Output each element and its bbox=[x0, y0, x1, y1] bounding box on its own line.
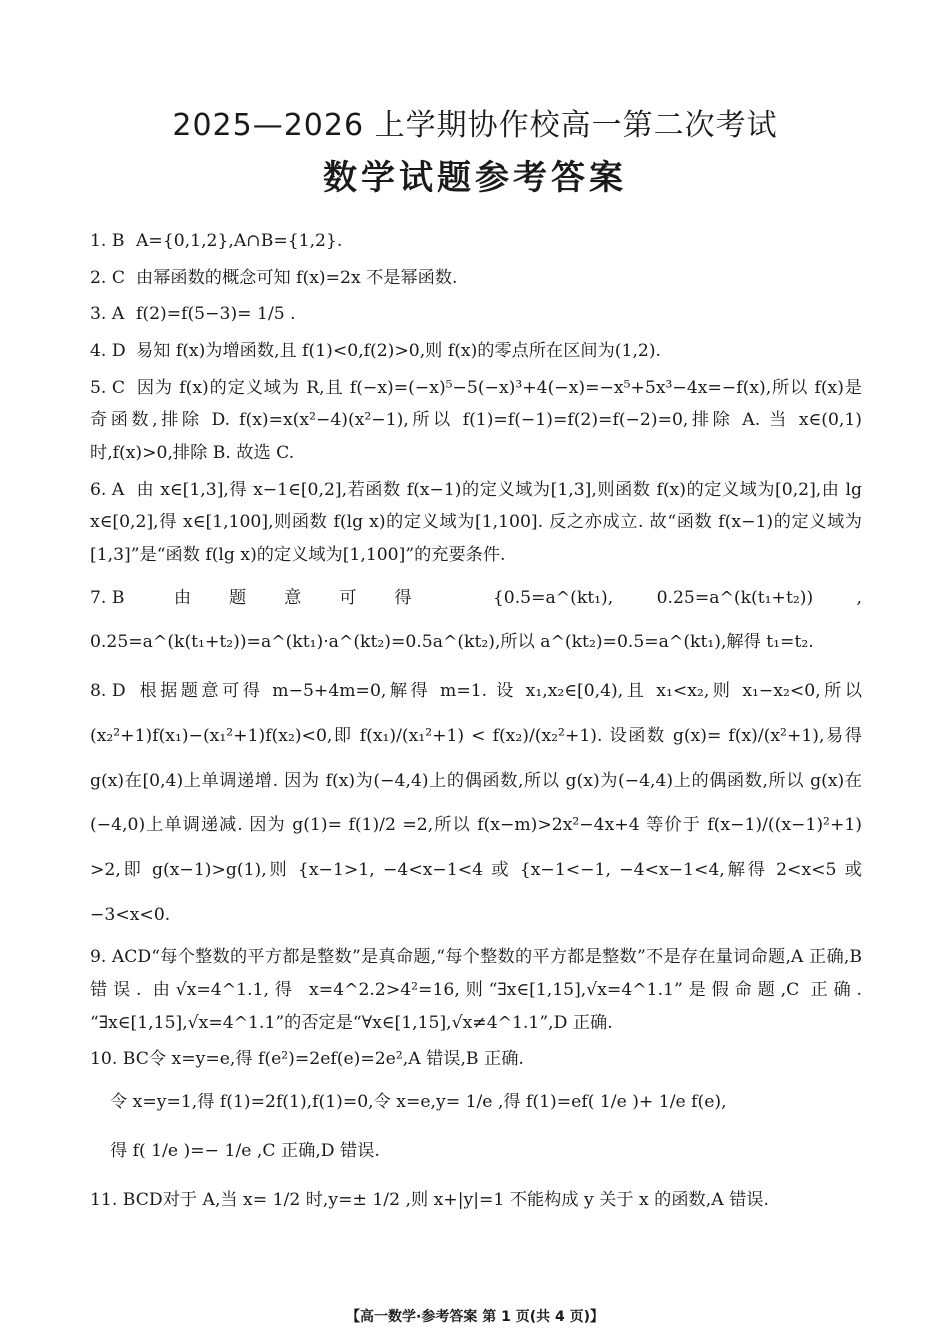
answer-text: f(2)=f(5−3)= 1/5 . bbox=[136, 304, 296, 325]
answer-number: 10. BC bbox=[90, 1049, 149, 1070]
answer-number: 6. A bbox=[90, 479, 125, 500]
answer-text: A={0,1,2},A∩B={1,2}. bbox=[136, 231, 343, 251]
answer-number: 1. B bbox=[90, 231, 125, 251]
exam-title: 2025—2026 上学期协作校高一第二次考试 bbox=[172, 108, 778, 143]
answer-text: 由题意可得 {0.5=a^(kt₁), 0.25=a^(k(t₁+t₂)) , 0.25=a^(k(t₁+t₂))=a^(kt₁)·a^(kt₂)=0.5a^(kt₂),所以 a^(kt₂)=0.5=a^(kt₁),解得 t₁=t₂. bbox=[90, 587, 862, 653]
answer-number: 7. B bbox=[90, 587, 125, 608]
answer-item bbox=[90, 335, 862, 368]
answer-item bbox=[90, 225, 862, 258]
answer-item bbox=[90, 941, 862, 1039]
answer-number: 2. C bbox=[90, 267, 126, 288]
answer-item bbox=[90, 669, 862, 937]
answer-item bbox=[90, 298, 862, 331]
answer-number: 9. ACD bbox=[90, 947, 152, 968]
answer-item bbox=[90, 1080, 862, 1125]
answer-number: 11. BCD bbox=[90, 1189, 163, 1210]
answer-item bbox=[90, 1043, 862, 1076]
answer-text: 易知 f(x)为增函数,且 f(1)<0,f(2)>0,则 f(x)的零点所在区间为(1,2). bbox=[136, 341, 662, 362]
answer-text: 由幂函数的概念可知 f(x)=2x 不是幂函数. bbox=[136, 267, 458, 288]
answer-item bbox=[90, 1178, 862, 1223]
answer-text: “每个整数的平方都是整数”是真命题,“每个整数的平方都是整数”不是存在量词命题,A 正确,B 错误. 由√x=4^1.1,得 x=4^2.2>4²=16,则“∃x∈[1,15],√x=4^1.1”是假命题,C 正确. “∃x∈[1,15],√x=4^1.1”的否定是“∀x∈[1,15],√x≠4^1.1”,D 正确. bbox=[90, 947, 862, 1033]
answer-text: 根据题意可得 m−5+4m=0,解得 m=1. 设 x₁,x₂∈[0,4),且 x₁<x₂,则 x₁−x₂<0,所以(x₂²+1)f(x₁)−(x₁²+1)f(x₂)<0,即 f(x₁)/(x₁²+1) < f(x₂)/(x₂²+1). 设函数 g(x)= f(x)/(x²+1),易得 g(x)在[0,4)上单调递增. 因为 f(x)为(−4,4)上的偶函数,所以 g(x)为(−4,4)上的偶函数,所以 g(x)在(−4,0)上单调递减. 因为 g(1)= f(1)/2 =2,所以 f(x−m)>2x²−4x+4 等价于 f(x−1)/((x−1)²+1) >2,即 g(x−1)>g(1),则 {x−1>1, −4<x−1<4 或 {x−1<−1, −4<x−1<4,解得 2<x<5 或−3<x<0. bbox=[90, 681, 862, 925]
answer-text: 由 x∈[1,3],得 x−1∈[0,2],若函数 f(x−1)的定义域为[1,3],则函数 f(x)的定义域为[0,2],由 lg x∈[0,2],得 x∈[1,100],则函数 f(lg x)的定义域为[1,100]. 反之亦成立. 故“函数 f(x−1)的定义域为[1,3]”是“函数 f(lg x)的定义域为[1,100]”的充要条件. bbox=[90, 479, 862, 566]
answers-list bbox=[90, 225, 862, 1226]
answer-item bbox=[90, 372, 862, 470]
answer-item bbox=[90, 1129, 862, 1174]
answer-text: 对于 A,当 x= 1/2 时,y=± 1/2 ,则 x+|y|=1 不能构成 y 关于 x 的函数,A 错误. bbox=[162, 1189, 769, 1210]
answer-number: 8. D bbox=[90, 681, 126, 702]
answer-text: 令 x=y=1,得 f(1)=2f(1),f(1)=0,令 x=e,y= 1/e ,得 f(1)=ef( 1/e )+ 1/e f(e), bbox=[110, 1092, 727, 1113]
page-title: 数学试题参考答案 bbox=[323, 158, 627, 198]
answer-text: 令 x=y=e,得 f(e²)=2ef(e)=2e²,A 错误,B 正确. bbox=[148, 1049, 524, 1070]
answer-item bbox=[90, 474, 862, 572]
answer-number: 5. C bbox=[90, 377, 126, 398]
page-footer: 【高一数学·参考答案 第 1 页(共 4 页)】 bbox=[346, 1309, 604, 1325]
answer-item bbox=[90, 576, 862, 665]
answer-number: 4. D bbox=[90, 341, 126, 362]
answer-text: 得 f( 1/e )=− 1/e ,C 正确,D 错误. bbox=[110, 1140, 380, 1161]
answer-number: 3. A bbox=[90, 304, 125, 325]
answer-text: 因为 f(x)的定义域为 R,且 f(−x)=(−x)⁵−5(−x)³+4(−x)=−x⁵+5x³−4x=−f(x),所以 f(x)是奇函数,排除 D. f(x)=x(x²−4)(x²−1),所以 f(1)=f(−1)=f(2)=f(−2)=0,排除 A. 当 x∈(0,1)时,f(x)>0,排除 B. 故选 C. bbox=[90, 377, 862, 464]
answer-item bbox=[90, 262, 862, 295]
